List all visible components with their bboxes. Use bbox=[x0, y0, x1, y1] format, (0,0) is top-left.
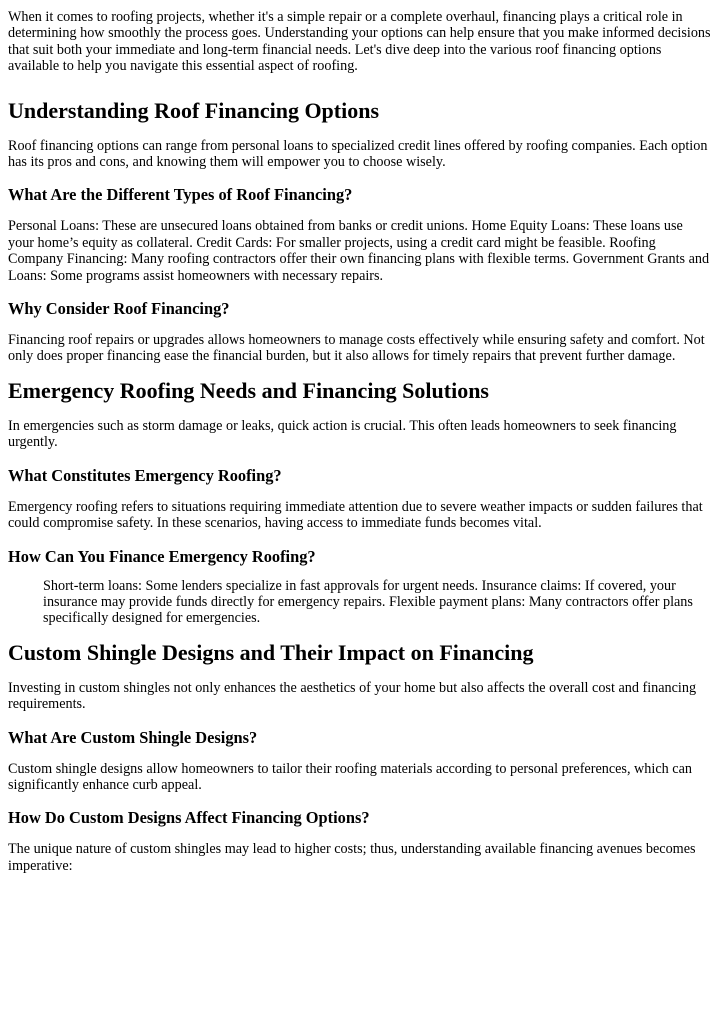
subsection-heading-custom-shingle-designs: What Are Custom Shingle Designs? bbox=[8, 727, 258, 747]
subsection-paragraph: Personal Loans: These are unsecured loans obtained from banks or credit unions. Home Equity Loans: These loans use your home’s equity as collateral. Credit Cards: For smaller projects, using a credit card might be feasible. Roofing Company Financing: Many roofing contractors offer their own financing plans with flexible terms. Government Grants and Loans: Some programs assist homeowners with necessary repairs. bbox=[8, 218, 710, 284]
section-paragraph: Investing in custom shingles not only enhances the aesthetics of your home but also affects the overall cost and financing requirements. bbox=[8, 679, 697, 713]
subsection-paragraph: Emergency roofing refers to situations requiring immediate attention due to severe weather impacts or sudden failures that could compromise safety. In these scenarios, having access to immediate funds becomes vital. bbox=[8, 498, 703, 532]
subsection-heading-custom-designs-affect: How Do Custom Designs Affect Financing Options? bbox=[8, 808, 370, 828]
subsection-heading-what-constitutes-emergency: What Constitutes Emergency Roofing? bbox=[8, 465, 282, 485]
subsection-paragraph: Financing roof repairs or upgrades allows homeowners to manage costs effectively while ensuring safety and comfort. Not only does proper financing ease the financial burden, but it also allows for timely repairs that prevent further damage. bbox=[8, 332, 705, 365]
section-paragraph: Roof financing options can range from personal loans to specialized credit lines offered by roofing companies. Each option has its pros and cons, and knowing them will empower you to choose wisely. bbox=[8, 137, 708, 171]
subsection-heading-types-of-financing: What Are the Different Types of Roof Financing? bbox=[8, 185, 353, 205]
subsection-heading-why-consider: Why Consider Roof Financing? bbox=[8, 299, 230, 319]
emergency-options-quote bbox=[43, 578, 712, 627]
quote-paragraph: Short-term loans: Some lenders specialize in fast approvals for urgent needs. Insurance claims: If covered, your insurance may provide funds directly for emergency repairs. Flexible payment plans: Many contractors offer plans specifically designed for emergencies. bbox=[43, 577, 693, 627]
intro-paragraph: When it comes to roofing projects, whether it's a simple repair or a complete overhaul, financing plays a critical role in determining how smoothly the process goes. Understanding your options can help ensure that you make informed decisions that suit both your immediate and long-term financial needs. Let's dive deep into the various roof financing options available to help you navigate this essential aspect of roofing. bbox=[8, 9, 711, 75]
section-paragraph: In emergencies such as storm damage or leaks, quick action is crucial. This often leads homeowners to seek financing urgently. bbox=[8, 417, 677, 451]
section-heading-custom-shingles: Custom Shingle Designs and Their Impact on Financing bbox=[8, 639, 534, 665]
subsection-heading-finance-emergency: How Can You Finance Emergency Roofing? bbox=[8, 546, 316, 566]
subsection-paragraph: Custom shingle designs allow homeowners to tailor their roofing materials according to personal preferences, which can significantly enhance curb appeal. bbox=[8, 760, 692, 793]
section-heading-roof-financing-options: Understanding Roof Financing Options bbox=[8, 97, 380, 123]
section-heading-emergency-roofing: Emergency Roofing Needs and Financing Solutions bbox=[8, 377, 489, 403]
article bbox=[0, 9, 720, 874]
subsection-paragraph: The unique nature of custom shingles may lead to higher costs; thus, understanding available financing avenues becomes imperative: bbox=[8, 841, 696, 874]
